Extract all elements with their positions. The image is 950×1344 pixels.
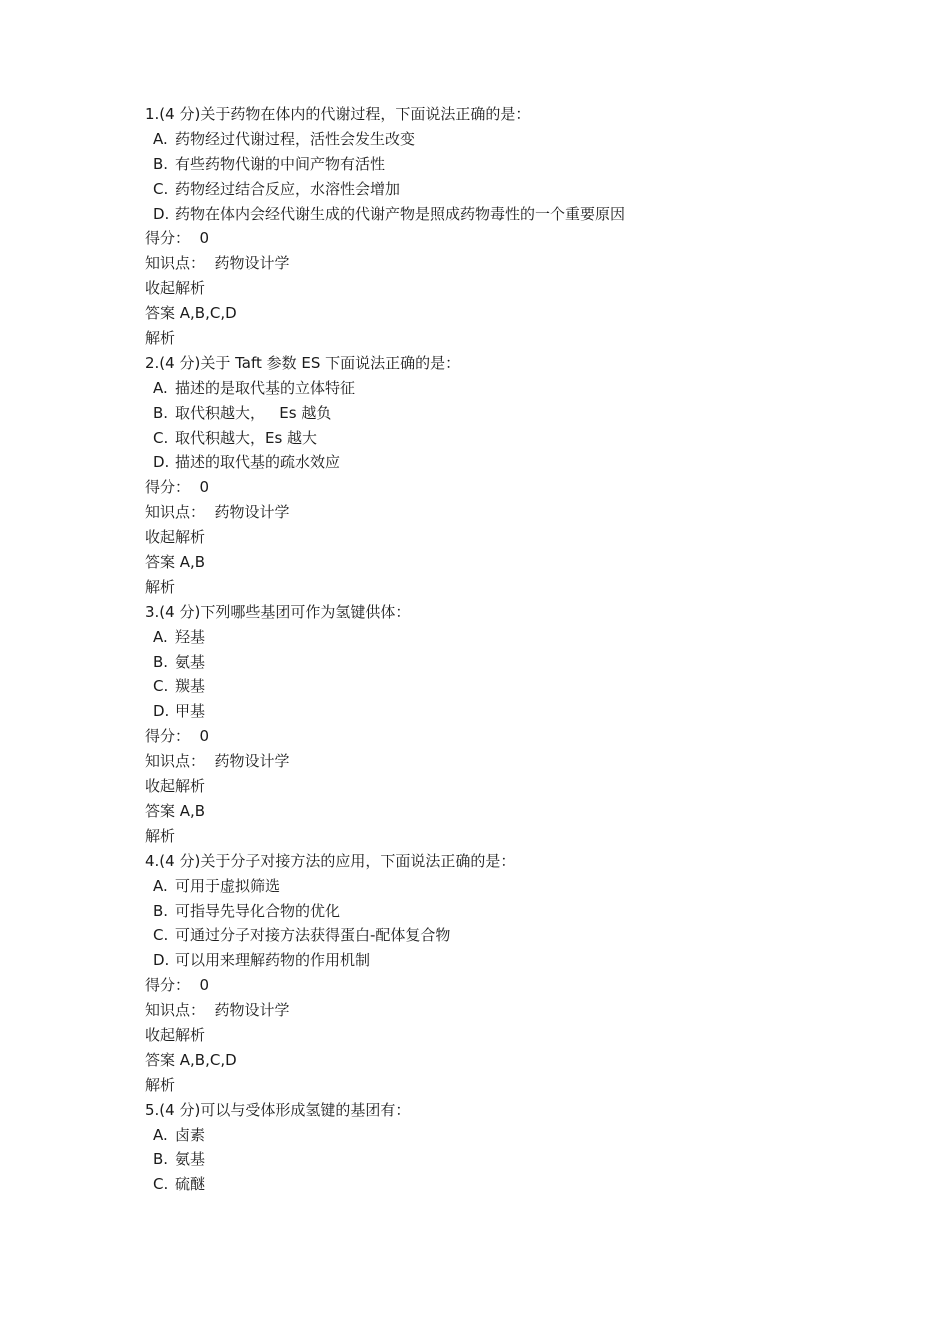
option-b[interactable]	[145, 650, 845, 675]
answer-line: 答案 A,B,C,D	[145, 1050, 237, 1069]
analysis-heading: 解析	[145, 329, 176, 348]
question-title: 1.(4 分)关于药物在体内的代谢过程，下面说法正确的是：	[145, 105, 531, 123]
option-letter: C.	[153, 926, 169, 945]
option-text: 可指导先导化合物的优化	[175, 901, 341, 920]
option-a[interactable]	[145, 127, 845, 152]
option-letter: B.	[153, 1150, 169, 1169]
option-c[interactable]	[145, 177, 845, 202]
option-a[interactable]	[145, 376, 845, 401]
question-3	[145, 600, 845, 849]
knowledge-line: 知识点： 药物设计学	[145, 1001, 290, 1020]
option-text: 药物经过结合反应，水溶性会增加	[175, 179, 401, 198]
option-text: 可用于虚拟筛选	[175, 876, 281, 895]
option-text: 硫醚	[175, 1175, 206, 1194]
option-letter: C.	[153, 677, 169, 696]
option-text: 可以用来理解药物的作用机制	[175, 951, 371, 970]
collapse-analysis-link[interactable]: 收起解析	[145, 1025, 206, 1044]
option-a[interactable]	[145, 874, 845, 899]
option-letter: A.	[153, 1125, 168, 1144]
analysis-heading: 解析	[145, 577, 176, 596]
option-text: 取代积越大， Es 越负	[175, 403, 332, 422]
knowledge-line: 知识点： 药物设计学	[145, 752, 290, 771]
option-letter: A.	[153, 129, 168, 148]
answer-line: 答案 A,B	[145, 801, 206, 820]
question-5	[145, 1098, 845, 1198]
option-c[interactable]	[145, 674, 845, 699]
score-line: 得分： 0	[145, 229, 210, 248]
option-text: 氨基	[175, 1150, 206, 1169]
option-letter: B.	[153, 901, 169, 920]
option-d[interactable]	[145, 202, 845, 227]
option-letter: C.	[153, 428, 169, 447]
answer-line: 答案 A,B,C,D	[145, 304, 237, 323]
collapse-analysis-link[interactable]: 收起解析	[145, 528, 206, 547]
option-text: 可通过分子对接方法获得蛋白-配体复合物	[175, 926, 451, 945]
document-body	[145, 102, 845, 1197]
option-text: 卤素	[175, 1125, 206, 1144]
option-letter: D.	[153, 453, 170, 472]
option-letter: C.	[153, 1175, 169, 1194]
option-text: 氨基	[175, 652, 206, 671]
option-b[interactable]	[145, 899, 845, 924]
score-line: 得分： 0	[145, 478, 210, 497]
option-b[interactable]	[145, 1147, 845, 1172]
option-text: 有些药物代谢的中间产物有活性	[175, 154, 386, 173]
option-letter: B.	[153, 403, 169, 422]
option-letter: B.	[153, 154, 169, 173]
option-d[interactable]	[145, 450, 845, 475]
option-letter: A.	[153, 627, 168, 646]
question-1	[145, 102, 845, 351]
option-text: 药物在体内会经代谢生成的代谢产物是照成药物毒性的一个重要原因	[175, 204, 626, 223]
option-letter: A.	[153, 876, 168, 895]
option-text: 描述的是取代基的立体特征	[175, 378, 356, 397]
question-2	[145, 351, 845, 600]
score-line: 得分： 0	[145, 976, 210, 995]
option-text: 甲基	[175, 702, 206, 721]
option-letter: B.	[153, 652, 169, 671]
question-4	[145, 849, 845, 1098]
question-title: 5.(4 分)可以与受体形成氢键的基团有：	[145, 1100, 411, 1119]
analysis-heading: 解析	[145, 826, 176, 845]
option-letter: D.	[153, 204, 170, 223]
option-c[interactable]	[145, 426, 845, 451]
option-d[interactable]	[145, 699, 845, 724]
option-text: 羟基	[175, 627, 206, 646]
collapse-analysis-link[interactable]: 收起解析	[145, 279, 206, 298]
option-text: 描述的取代基的疏水效应	[175, 453, 341, 472]
option-c[interactable]	[145, 923, 845, 948]
question-title: 4.(4 分)关于分子对接方法的应用，下面说法正确的是：	[145, 851, 516, 870]
option-letter: D.	[153, 951, 170, 970]
option-letter: C.	[153, 179, 169, 198]
knowledge-line: 知识点： 药物设计学	[145, 254, 290, 273]
option-a[interactable]	[145, 1123, 845, 1148]
option-text: 取代积越大，Es 越大	[175, 428, 318, 447]
option-text: 药物经过代谢过程，活性会发生改变	[175, 129, 416, 148]
analysis-heading: 解析	[145, 1075, 176, 1094]
question-title: 3.(4 分)下列哪些基团可作为氢键供体：	[145, 602, 411, 621]
option-c[interactable]	[145, 1172, 845, 1197]
option-letter: A.	[153, 378, 168, 397]
knowledge-line: 知识点： 药物设计学	[145, 503, 290, 522]
option-b[interactable]	[145, 152, 845, 177]
option-b[interactable]	[145, 401, 845, 426]
option-a[interactable]	[145, 625, 845, 650]
question-title: 2.(4 分)关于 Taft 参数 ES 下面说法正确的是：	[145, 353, 461, 372]
option-text: 羰基	[175, 677, 206, 696]
answer-line: 答案 A,B	[145, 553, 206, 572]
score-line: 得分： 0	[145, 727, 210, 746]
option-d[interactable]	[145, 948, 845, 973]
option-letter: D.	[153, 702, 170, 721]
collapse-analysis-link[interactable]: 收起解析	[145, 777, 206, 796]
